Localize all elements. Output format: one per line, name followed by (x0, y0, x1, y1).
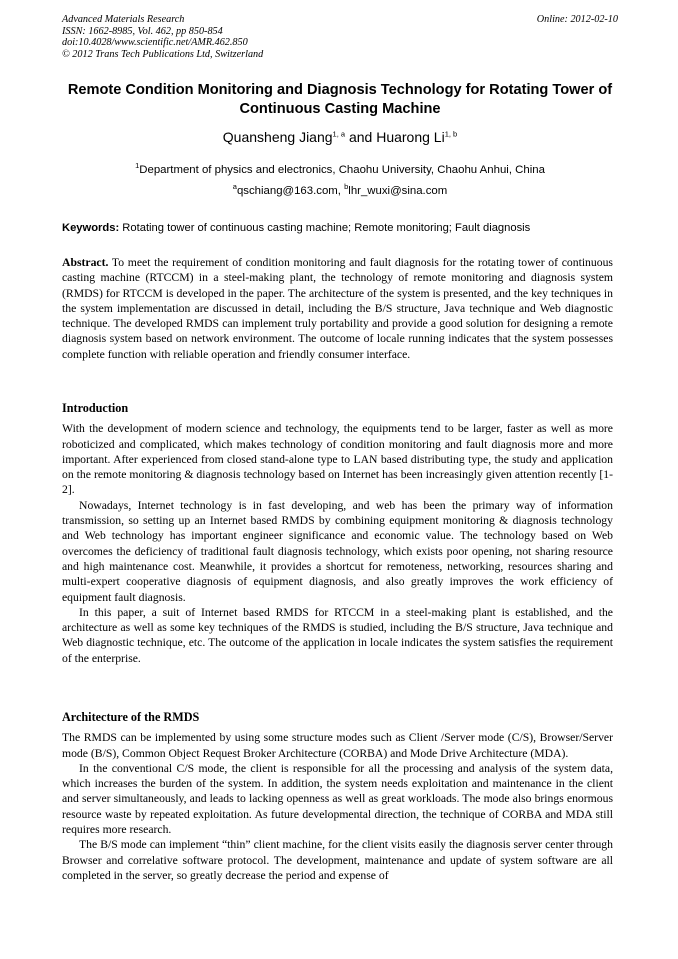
introduction-section (62, 401, 613, 666)
abstract-section (62, 255, 613, 362)
abstract-label: Abstract. (62, 256, 109, 269)
email-b-marker: b (344, 182, 349, 192)
architecture-paragraph-1: The RMDS can be implemented by using some structure modes such as Client /Server mode (C/S), Browser/Server mode (B/S), Common Object Request Broker Architecture (CORBA) and Mode Drive Architecture (MDA). (62, 731, 613, 760)
author-2: Huarong Li (376, 129, 445, 145)
affiliation-marker: 1 (135, 161, 140, 171)
author-1: Quansheng Jiang (222, 129, 333, 145)
keywords (62, 221, 618, 235)
email-b: lhr_wuxi@sina.com (348, 185, 448, 197)
author-conjunction: and (345, 129, 377, 145)
author-2-affil: 1, b (444, 129, 458, 139)
introduction-paragraph-1: With the development of modern science and technology, the equipments tend to be larger, faster as well as more roboticized and complicated, which makes technology of condition monitoring and fault diagnosis more and more important. After experienced from closed stand-alone type to LAN based distributing type, the study and application on the remote monitoring & diagnosis technology based on Internet has been increasingly given attention recently [1-2]. (62, 422, 613, 497)
abstract-paragraph (62, 255, 613, 362)
journal-header (62, 14, 618, 60)
issn-line: ISSN: 1662-8985, Vol. 462, pp 850-854 (62, 25, 223, 37)
architecture-paragraph-2: In the conventional C/S mode, the client is responsible for all the processing and analysis of the system data, which increases the burden of the system. In addition, the system needs exploitation and maintenance in the client and server simultaneously, and leads to lacking openness as well as great workloads. The mode also brings enormous resource waste by repeated exploitation. As future developmental direction, the technique of CORBA and MDA still requires more research. (62, 761, 613, 837)
architecture-section (62, 710, 613, 883)
author-line (62, 128, 618, 146)
keywords-text: Rotating tower of continuous casting machine; Remote monitoring; Fault diagnosis (119, 222, 531, 234)
architecture-heading: Architecture of the RMDS (62, 710, 200, 724)
online-date: Online: 2012-02-10 (536, 14, 618, 25)
introduction-heading: Introduction (62, 401, 129, 415)
affiliation (62, 163, 618, 178)
introduction-paragraph-2: Nowadays, Internet technology is in fast developing, and web has been the primary way of information transmission, so setting up an Internet based RMDS by combining equipment monitoring & diagnosis technology and Web technology has important engineer significance and economic value. The technology based on Web overcomes the deficiency of traditional fault diagnosis technology, which exists poor opening, not sharing resource and high maintenance cost. Meanwhile, it provides a shortcut for remoteness, networking, resources sharing and multi-expert cooperative diagnosis of equipment diagnosis, and also greatly improves the work efficiency of equipment fault diagnosis. (62, 498, 613, 604)
architecture-paragraph-3: The B/S mode can implement “thin” client machine, for the client visits easily the diagnosis server center through Browser and correlative software protocol. The development, maintenance and update of system software are all completed in the server, so greatly decrease the period and expense of (62, 838, 613, 882)
copyright-line: © 2012 Trans Tech Publications Ltd, Switzerland (62, 48, 264, 60)
journal-name: Advanced Materials Research (62, 14, 185, 25)
keywords-label: Keywords: (62, 222, 120, 234)
abstract-text: To meet the requirement of condition monitoring and fault diagnosis for the rotating tower of continuous casting machine (RTCCM) in a steel-making plant, the technology of remote monitoring and diagnosis system (RMDS) for RTCCM is developed in the paper. The architecture of the system is presented, and the key techniques in the system implementation are discussed in detail, including the B/S structure, Java technique and Web diagnostic technique. The developed RMDS can implement truly portability and provide a good solution for designing a remote diagnosis system based on network environment. The outcome of locale running indicates that the system possesses complete function with reliable operation and friendly consumer interface. (62, 256, 613, 361)
email-a: qschiang@163.com, (236, 185, 345, 197)
email-line (62, 184, 618, 199)
email-a-marker: a (232, 182, 237, 192)
author-1-affil: 1, a (332, 129, 346, 139)
affiliation-text: Department of physics and electronics, Chaohu University, Chaohu Anhui, China (139, 164, 545, 176)
paper-title: Remote Condition Monitoring and Diagnosis Technology for Rotating Tower of Continuous Casting Machine (67, 82, 613, 117)
doi-line: doi:10.4028/www.scientific.net/AMR.462.850 (62, 37, 248, 49)
introduction-paragraph-3: In this paper, a suit of Internet based RMDS for RTCCM in a steel-making plant is established, and the architecture as well as some key techniques of the RMDS is studied, including the B/S structure, Java technique and Web diagnostic technique, etc. The outcome of the application in locale indicates the system satisfies the requirement of the enterprise. (62, 605, 613, 665)
